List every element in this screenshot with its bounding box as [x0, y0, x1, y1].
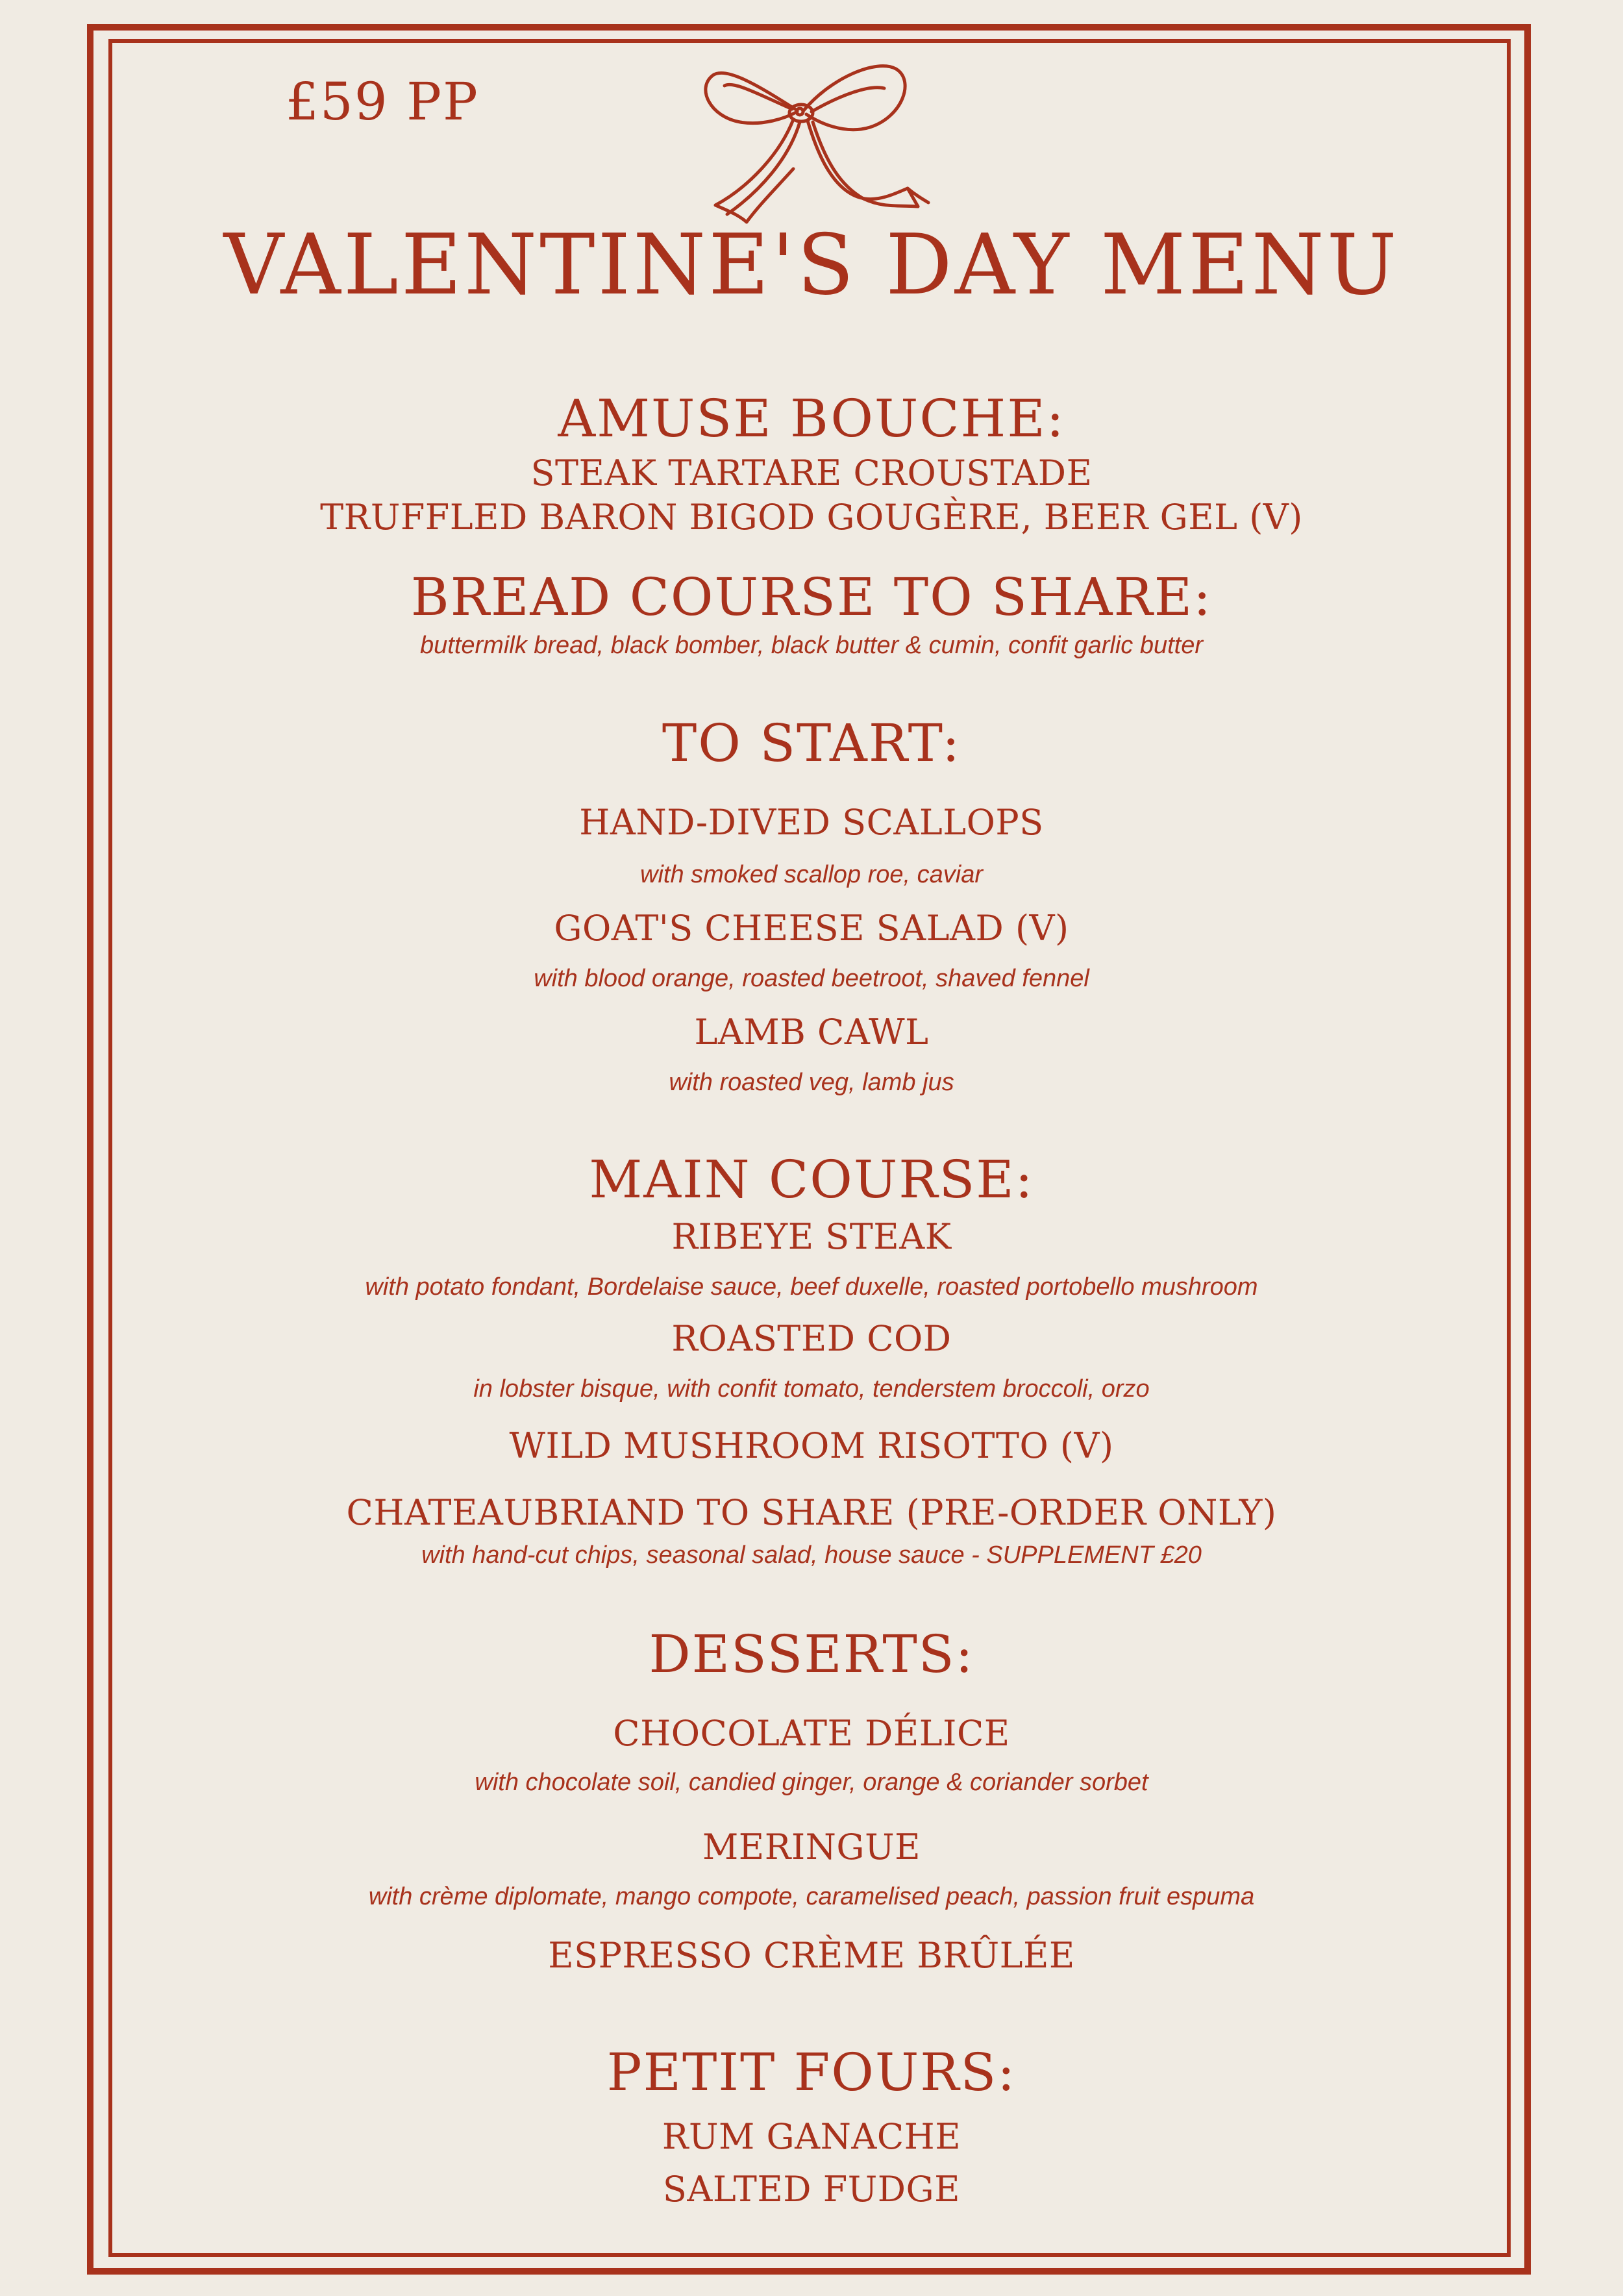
petit-fours-heading: PETIT FOURS: — [606, 2042, 1017, 2103]
menu-title: VALENTINE'S DAY MENU — [223, 217, 1400, 314]
petit-four-item: SALTED FUDGE — [662, 2169, 961, 2210]
bread-course-description: buttermilk bread, black bomber, black butter & cumin, confit garlic butter — [420, 632, 1203, 659]
dessert-description: with chocolate soil, candied ginger, orange & coriander sorbet — [475, 1769, 1148, 1796]
main-description: with hand-cut chips, seasonal salad, house sauce - SUPPLEMENT £20 — [421, 1541, 1202, 1569]
main-course-heading: MAIN COURSE: — [589, 1149, 1034, 1210]
dessert-name: CHOCOLATE DÉLICE — [613, 1713, 1010, 1754]
amuse-bouche-heading: AMUSE BOUCHE: — [558, 388, 1065, 449]
desserts-heading: DESSERTS: — [649, 1624, 974, 1684]
main-name: RIBEYE STEAK — [671, 1216, 952, 1257]
main-name: WILD MUSHROOM RISOTTO (V) — [509, 1425, 1114, 1466]
starter-description: with roasted veg, lamb jus — [669, 1069, 954, 1096]
petit-four-item: RUM GANACHE — [662, 2116, 961, 2157]
amuse-bouche-item: TRUFFLED BARON BIGOD GOUGÈRE, BEER GEL (V) — [320, 497, 1303, 538]
dessert-description: with crème diplomate, mango compote, caramelised peach, passion fruit espuma — [368, 1883, 1255, 1910]
starter-description: with smoked scallop roe, caviar — [640, 861, 983, 888]
starters-heading: TO START: — [662, 713, 961, 773]
main-description: with potato fondant, Bordelaise sauce, beef duxelle, roasted portobello mushroom — [365, 1273, 1258, 1301]
dessert-name: ESPRESSO CRÈME BRÛLÉE — [548, 1935, 1075, 1976]
starter-description: with blood orange, roasted beetroot, shaved fennel — [534, 965, 1089, 992]
amuse-bouche-item: STEAK TARTARE CROUSTADE — [530, 453, 1093, 493]
dessert-name: MERINGUE — [702, 1827, 921, 1867]
starter-name: GOAT'S CHEESE SALAD (V) — [554, 908, 1069, 949]
starter-name: HAND-DIVED SCALLOPS — [579, 802, 1044, 843]
price-per-person: £59 PP — [286, 71, 479, 132]
inner-border — [108, 39, 1511, 2257]
main-description: in lobster bisque, with confit tomato, tenderstem broccoli, orzo — [473, 1375, 1150, 1403]
main-name: ROASTED COD — [671, 1318, 952, 1359]
starter-name: LAMB CAWL — [694, 1012, 929, 1053]
ribbon-bow-icon — [656, 52, 935, 240]
bread-course-heading: BREAD COURSE TO SHARE: — [410, 567, 1213, 627]
main-name: CHATEAUBRIAND TO SHARE (PRE-ORDER ONLY) — [346, 1492, 1277, 1533]
